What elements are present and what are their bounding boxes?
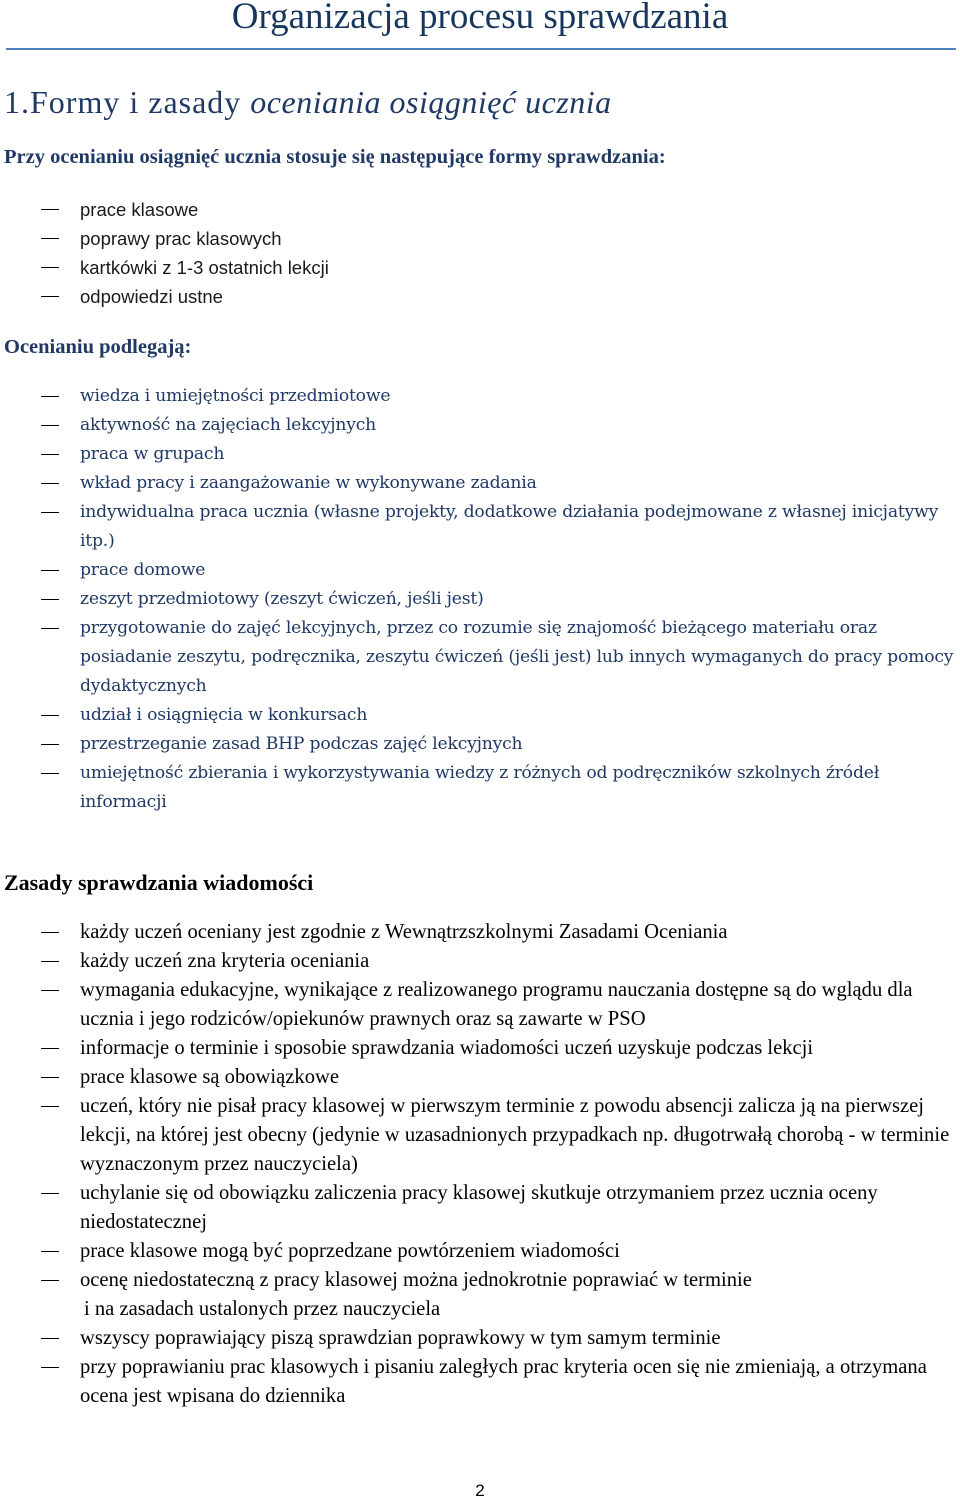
dash-bullet [41, 744, 59, 745]
dash-bullet [41, 1251, 59, 1252]
list-item [0, 1063, 960, 1092]
list-item [0, 1092, 960, 1179]
list-item [0, 730, 960, 759]
section-heading-normal: Formy i zasady [30, 84, 251, 120]
list-item-text: indywidualna praca ucznia (własne projekty, dodatkowe działania podejmowane z własnej inicjatywy itp.) [80, 502, 939, 551]
list-item [0, 614, 960, 701]
list-item [0, 585, 960, 614]
dash-bullet [41, 570, 59, 571]
list-item [0, 411, 960, 440]
list-item-text: informacje o terminie i sposobie sprawdzania wiadomości uczeń uzyskuje podczas lekcji [80, 1037, 814, 1059]
list-item [0, 253, 960, 282]
dash-bullet [41, 1280, 59, 1281]
list-item-text: każdy uczeń zna kryteria oceniania [80, 950, 370, 972]
section-heading-italic: oceniania osiągnięć ucznia [250, 84, 612, 120]
list-item-text: prace klasowe [80, 199, 199, 220]
dash-bullet [41, 238, 59, 239]
list-item [0, 947, 960, 976]
list-item-text: kartkówki z 1-3 ostatnich lekcji [80, 257, 329, 278]
list-item [0, 1179, 960, 1237]
document-title: Organizacja procesu sprawdzania [231, 0, 729, 37]
dash-bullet [41, 425, 59, 426]
list-item-text: uchylanie się od obowiązku zaliczenia pracy klasowej skutkuje otrzymaniem przez ucznia oceny niedostatecznej [80, 1182, 878, 1233]
list-item-text: uczeń, który nie pisał pracy klasowej w pierwszym terminie z powodu absencji zalicza ją na pierwszej lekcji, na której jest obecny (jedynie w uzasadnionych przypadkach np. długotrwałą chorobą - w terminie wyznaczonym przez nauczyciela) [80, 1095, 950, 1175]
dash-bullet [41, 1106, 59, 1107]
list-item-text: prace domowe [80, 560, 206, 580]
list-item-text: przestrzeganie zasad BHP podczas zajęć lekcyjnych [80, 734, 523, 754]
list-item-text: praca w grupach [80, 444, 225, 464]
list-item-text: przygotowanie do zajęć lekcyjnych, przez co rozumie się znajomość bieżącego materiału oraz posiadanie zeszytu, podręcznika, zeszytu ćwiczeń (jeśli jest) lub innych wymaganych do pracy pomocy dydaktycznych [80, 618, 954, 696]
list-item-text: zeszyt przedmiotowy (zeszyt ćwiczeń, jeśli jest) [80, 589, 484, 609]
dash-bullet [41, 296, 59, 297]
dash-bullet [41, 1193, 59, 1194]
assessed-list [0, 382, 960, 817]
list-item [0, 1034, 960, 1063]
list-item [0, 1266, 960, 1295]
list-item [0, 1324, 960, 1353]
dash-bullet [41, 454, 59, 455]
list-item-text: wkład pracy i zaangażowanie w wykonywane zadania [80, 473, 537, 493]
dash-bullet [41, 483, 59, 484]
rules-list [0, 918, 960, 1411]
dash-bullet [41, 599, 59, 600]
list-item-text: ocenę niedostateczną z pracy klasowej można jednokrotnie poprawiać w terminie [80, 1269, 752, 1291]
list-item [0, 1353, 960, 1411]
list-item [0, 701, 960, 730]
dash-bullet [41, 628, 59, 629]
list-item-text: prace klasowe mogą być poprzedzane powtórzeniem wiadomości [80, 1240, 620, 1262]
dash-bullet [41, 1338, 59, 1339]
list-item-text: każdy uczeń oceniany jest zgodnie z Wewnątrzszkolnymi Zasadami Oceniania [80, 921, 728, 943]
list-item-text: wymagania edukacyjne, wynikające z realizowanego programu nauczania dostępne są do wglądu dla ucznia i jego rodziców/opiekunów prawnych oraz są zawarte w PSO [80, 979, 913, 1030]
list-item-text: umiejętność zbierania i wykorzystywania wiedzy z różnych od podręczników szkolnych źródeł informacji [80, 763, 880, 812]
list-item [0, 224, 960, 253]
list-item [0, 759, 960, 817]
assessed-heading: Ocenianiu podlegają: [4, 336, 192, 358]
section-number: 1. [4, 84, 30, 120]
list-item [0, 1237, 960, 1266]
title-underline [6, 48, 956, 50]
list-item-text: prace klasowe są obowiązkowe [80, 1066, 340, 1088]
rules-heading: Zasady sprawdzania wiadomości [4, 870, 314, 895]
list-item [0, 469, 960, 498]
dash-bullet [41, 396, 59, 397]
page-number: 2 [475, 1481, 485, 1500]
list-item-text: odpowiedzi ustne [80, 286, 223, 307]
list-item-text: i na zasadach ustalonych przez nauczyciela [84, 1298, 441, 1320]
forms-list [0, 195, 960, 311]
dash-bullet [41, 1077, 59, 1078]
dash-bullet [41, 512, 59, 513]
list-item-text: poprawy prac klasowych [80, 228, 282, 249]
dash-bullet [41, 267, 59, 268]
list-item [0, 976, 960, 1034]
list-item [0, 498, 960, 556]
forms-heading: Przy ocenianiu osiągnięć ucznia stosuje się następujące formy sprawdzania: [4, 146, 666, 168]
dash-bullet [41, 961, 59, 962]
list-item-text: wiedza i umiejętności przedmiotowe [80, 386, 391, 406]
list-item [0, 440, 960, 469]
list-item [0, 382, 960, 411]
list-item [0, 556, 960, 585]
section-heading-forms-and-rules [4, 82, 612, 122]
dash-bullet [41, 1367, 59, 1368]
list-item [0, 918, 960, 947]
dash-bullet [41, 990, 59, 991]
dash-bullet [41, 773, 59, 774]
list-item-text: udział i osiągnięcia w konkursach [80, 705, 368, 725]
dash-bullet [41, 1048, 59, 1049]
list-item-text: wszyscy poprawiający piszą sprawdzian poprawkowy w tym samym terminie [80, 1327, 721, 1349]
dash-bullet [41, 715, 59, 716]
list-item-text: przy poprawianiu prac klasowych i pisaniu zaległych prac kryteria ocen się nie zmieniają, a otrzymana ocena jest wpisana do dziennika [80, 1356, 927, 1407]
dash-bullet [41, 932, 59, 933]
list-item [0, 195, 960, 224]
list-item-continuation [0, 1295, 960, 1324]
list-item-text: aktywność na zajęciach lekcyjnych [80, 415, 377, 435]
list-item [0, 282, 960, 311]
dash-bullet [41, 209, 59, 210]
